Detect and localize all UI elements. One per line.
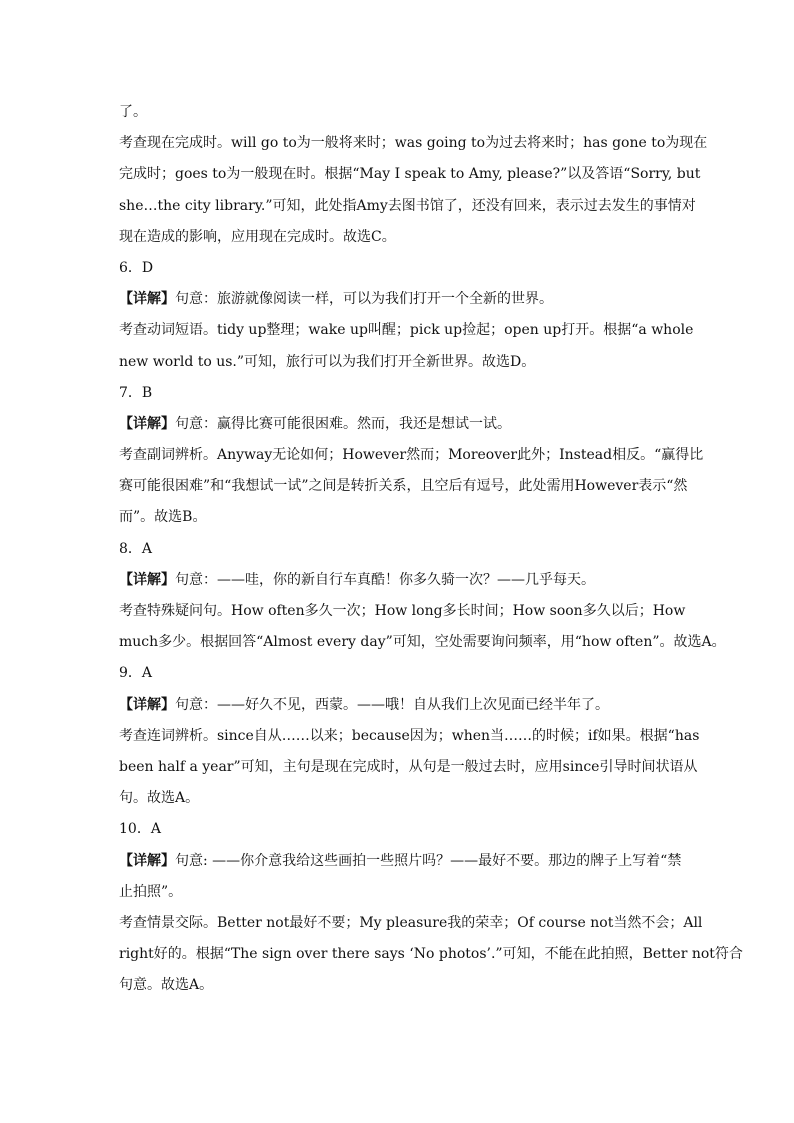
question-number: 8．A: [119, 540, 153, 557]
text-line: 考查现在完成时。will go to为一般将来时；was going to为过去将来时；has gone to为现在: [119, 135, 708, 152]
text-line: she…the city library.”可知，此处指Amy去图书馆了，还没有回来，表示过去发生的事情对: [119, 197, 696, 214]
translation-text: 句意：赢得比赛可能很困难。然而，我还是想试一试。: [175, 415, 511, 432]
detail-line: [119, 690, 679, 721]
detail-line: [119, 565, 679, 596]
text-line: 赛可能很困难”和“我想试一试”之间是转折关系，且空后有逗号，此处需用However表示“然: [119, 478, 688, 495]
detail-line: [119, 846, 682, 877]
text-line: right好的。根据“The sign over there says ‘No photos’.”可知，不能在此拍照，Better not符合: [119, 946, 743, 963]
text-line: 完成时；goes to为一般现在时。根据“May I speak to Amy, please?”以及答语“Sorry, but: [119, 166, 701, 183]
detail-tag: 【详解】: [119, 291, 175, 308]
text-line: 考查情景交际。Better not最好不要；My pleasure我的荣幸；Of course not当然不会；All: [119, 914, 703, 931]
detail-tag: 【详解】: [119, 415, 175, 432]
text-line: been half a year”可知，主句是现在完成时，从句是一般过去时，应用since引导时间状语从: [119, 758, 698, 775]
text-line: 考查连词辨析。since自从……以来；because因为；when当……的时候；if如果。根据“has: [119, 727, 700, 744]
text-line: 句。故选A。: [119, 790, 200, 807]
translation-text: 句意：——好久不见，西蒙。——哦！自从我们上次见面已经半年了。: [175, 696, 609, 713]
detail-line: [119, 409, 679, 440]
text-line: 了。: [119, 104, 147, 120]
translation-text: 句意：旅游就像阅读一样，可以为我们打开一个全新的世界。: [175, 291, 553, 308]
question-number: 6．D: [119, 259, 154, 276]
answer-explanations: [119, 97, 743, 1001]
text-line: 考查动词短语。tidy up整理；wake up叫醒；pick up捡起；open up打开。根据“a whole: [119, 322, 694, 339]
text-line: much多少。根据回答“Almost every day”可知，空处需要询问频率，用“how often”。故选A。: [119, 634, 726, 651]
text-line: 句意。故选A。: [119, 977, 214, 994]
question-number: 7．B: [119, 384, 153, 401]
text-line: 考查副词辨析。Anyway无论如何；However然而；Moreover此外；Instead相反。“赢得比: [119, 447, 704, 464]
translation-text: 句意: ——你介意我给这些画拍一些照片吗？——最好不要。那边的牌子上写着“禁: [175, 852, 682, 869]
text-line: new world to us.”可知，旅行可以为我们打开全新世界。故选D。: [119, 353, 536, 370]
text-line: 现在造成的影响，应用现在完成时。故选C。: [119, 228, 396, 245]
detail-tag: 【详解】: [119, 571, 175, 588]
question-number: 10．A: [119, 821, 161, 838]
text-line: 止拍照”。: [119, 883, 183, 900]
text-line: 考查特殊疑问句。How often多久一次；How long多长时间；How soon多久以后；How: [119, 603, 686, 619]
translation-text: 句意：——哇，你的新自行车真酷！你多久骑一次？——几乎每天。: [175, 571, 595, 588]
text-line: 而”。故选B。: [119, 509, 207, 526]
question-number: 9．A: [119, 665, 153, 682]
detail-line: [119, 284, 679, 315]
detail-tag: 【详解】: [119, 852, 175, 869]
detail-tag: 【详解】: [119, 696, 175, 713]
